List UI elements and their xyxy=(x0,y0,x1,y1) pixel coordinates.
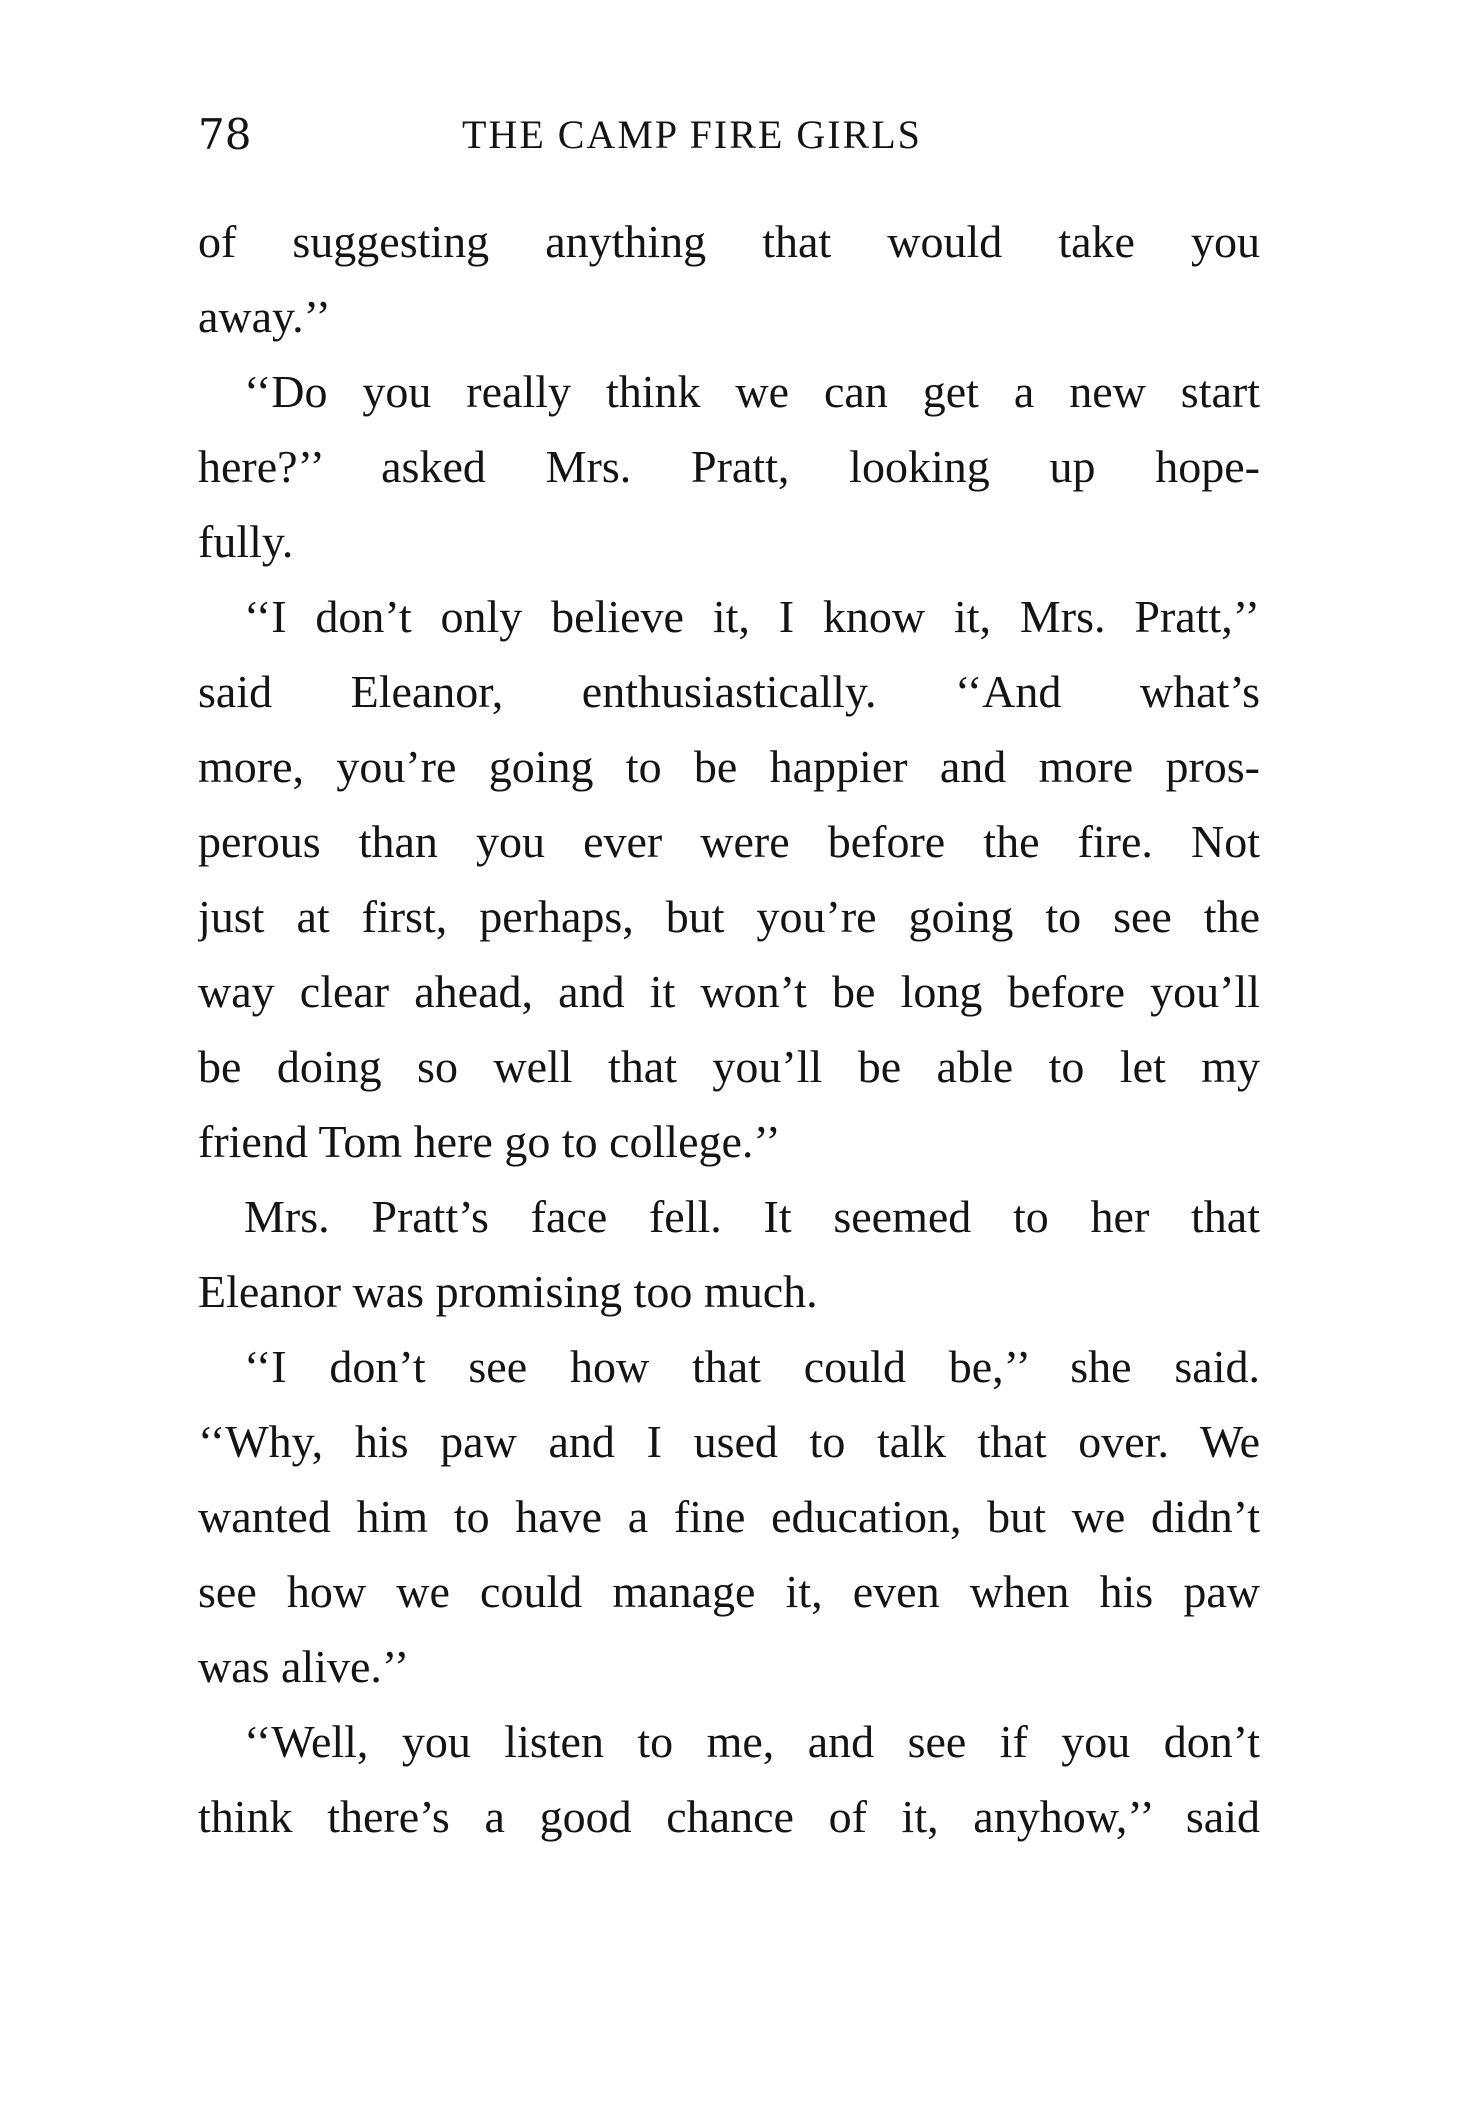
text-line: ‘‘Do you really think we can get a new start xyxy=(244,366,1260,417)
text-line: think there’s a good chance of it, anyhow,’’ said xyxy=(198,1791,1260,1842)
text-line: was alive.’’ xyxy=(198,1641,410,1692)
text-line: away.’’ xyxy=(198,291,331,342)
text-line: see how we could manage it, even when his paw xyxy=(198,1566,1260,1617)
text-line: way clear ahead, and it won’t be long before you’ll xyxy=(198,966,1260,1017)
body-text xyxy=(198,204,1260,1854)
text-line: be doing so well that you’ll be able to let my xyxy=(198,1041,1260,1092)
page-number: 78 xyxy=(198,110,252,159)
text-line: more, you’re going to be happier and more pros- xyxy=(198,741,1260,792)
text-line: Eleanor was promising too much. xyxy=(198,1266,818,1317)
text-line: ‘‘I don’t see how that could be,’’ she said. xyxy=(244,1341,1260,1392)
text-line: ‘‘I don’t only believe it, I know it, Mrs. Pratt,’’ xyxy=(244,591,1260,642)
text-line: friend Tom here go to college.’’ xyxy=(198,1116,781,1167)
text-line: just at first, perhaps, but you’re going to see the xyxy=(198,891,1260,942)
page-header xyxy=(198,110,1260,160)
text-line: wanted him to have a fine education, but we didn’t xyxy=(198,1491,1260,1542)
text-line: perous than you ever were before the fire. Not xyxy=(198,816,1260,867)
text-line: said Eleanor, enthusiastically. ‘‘And what’s xyxy=(198,666,1260,717)
text-line: Mrs. Pratt’s face fell. It seemed to her that xyxy=(244,1191,1260,1242)
text-line: fully. xyxy=(198,516,294,567)
running-head: THE CAMP FIRE GIRLS xyxy=(462,112,922,157)
text-line: here?’’ asked Mrs. Pratt, looking up hope- xyxy=(198,441,1260,492)
text-line: ‘‘Well, you listen to me, and see if you don’t xyxy=(244,1716,1260,1767)
text-line: ‘‘Why, his paw and I used to talk that over. We xyxy=(198,1416,1260,1467)
text-line: of suggesting anything that would take you xyxy=(198,216,1260,267)
